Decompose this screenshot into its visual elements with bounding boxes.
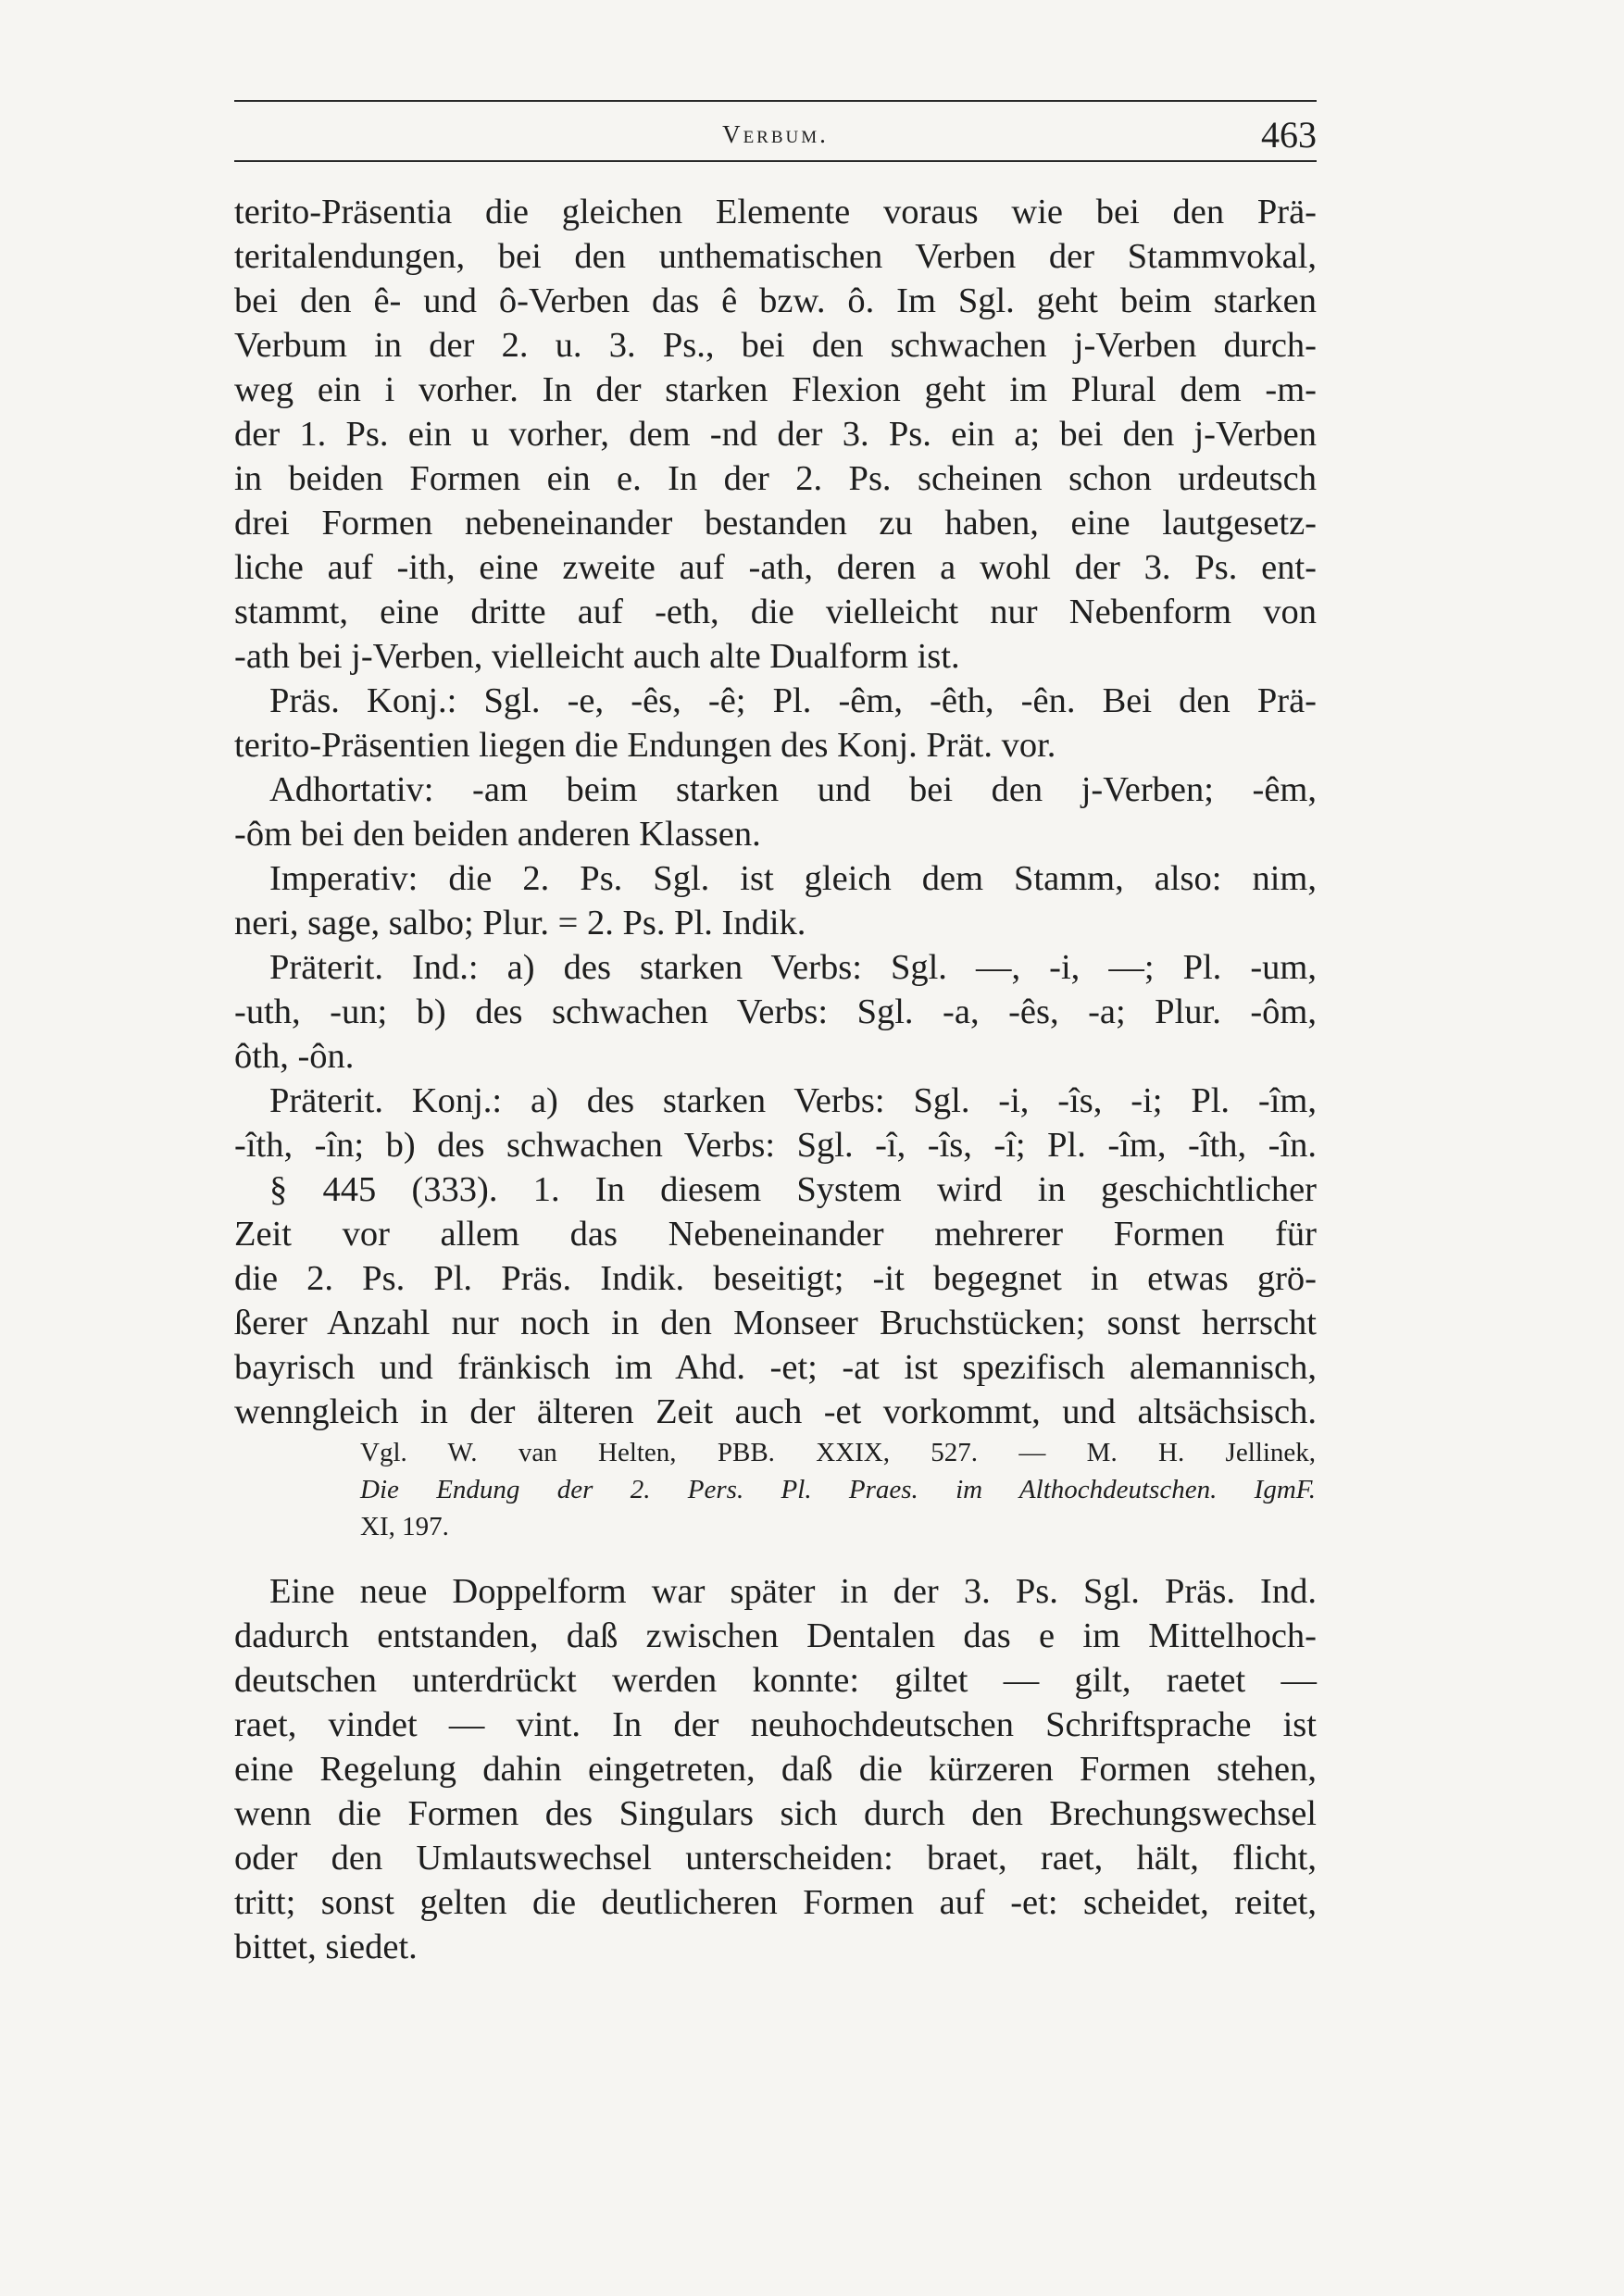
running-head (234, 113, 1317, 156)
text-line: terito-Präsentia die gleichen Elemente voraus wie bei den Prä- (234, 193, 1317, 231)
text-line: oder den Umlautswechsel unterscheiden: braet, raet, hält, flicht, (234, 1839, 1317, 1878)
text-line: -ôm bei den beiden anderen Klassen. (234, 815, 761, 854)
text-line: Eine neue Doppelform war später in der 3. Ps. Sgl. Präs. Ind. (269, 1572, 1317, 1611)
text-line: terito-Präsentien liegen die Endungen des Konj. Prät. vor. (234, 726, 1056, 765)
text-line: eine Regelung dahin eingetreten, daß die kürzeren Formen stehen, (234, 1750, 1317, 1789)
text-line: tritt; sonst gelten die deutlicheren Formen auf -et: scheidet, reitet, (234, 1883, 1317, 1922)
text-line: Präterit. Konj.: a) des starken Verbs: Sgl. -i, -îs, -i; Pl. -îm, (269, 1081, 1317, 1120)
text-line: stammt, eine dritte auf -eth, die vielleicht nur Nebenform von (234, 593, 1317, 631)
text-line: -îth, -în; b) des schwachen Verbs: Sgl. -î, -îs, -î; Pl. -îm, -îth, -în. (234, 1126, 1317, 1165)
text-line: die 2. Ps. Pl. Präs. Indik. beseitigt; -it begegnet in etwas grö- (234, 1259, 1317, 1298)
page-body (234, 190, 1317, 1969)
text-line: deutschen unterdrückt werden konnte: giltet — gilt, raetet — (234, 1661, 1317, 1700)
reference-note-line: Die Endung der 2. Pers. Pl. Praes. im Althochdeutschen. IgmF. (360, 1475, 1316, 1504)
text-line: der 1. Ps. ein u vorher, dem -nd der 3. Ps. ein a; bei den j-Verben (234, 415, 1317, 454)
header-rule-bottom (234, 160, 1317, 162)
text-line: teritalendungen, bei den unthematischen Verben der Stammvokal, (234, 237, 1317, 276)
header-rule-top (234, 100, 1317, 102)
text-line: neri, sage, salbo; Plur. = 2. Ps. Pl. Indik. (234, 904, 806, 942)
text-line: Präterit. Ind.: a) des starken Verbs: Sgl. —, -i, —; Pl. -um, (269, 948, 1317, 987)
text-line: wenn die Formen des Singulars sich durch den Brechungswechsel (234, 1794, 1317, 1833)
text-line: Zeit vor allem das Nebeneinander mehrerer Formen für (234, 1215, 1317, 1254)
section-line: § 445 (333). 1. In diesem System wird in geschichtlicher (269, 1170, 1317, 1209)
text-line: Präs. Konj.: Sgl. -e, -ês, -ê; Pl. -êm, -êth, -ên. Bei den Prä- (269, 681, 1317, 720)
text-line: raet, vindet — vint. In der neuhochdeutschen Schriftsprache ist (234, 1705, 1317, 1744)
running-title: Verbum. (722, 120, 829, 148)
text-line: wenngleich in der älteren Zeit auch -et vorkommt, und altsächsisch. (234, 1392, 1317, 1431)
text-line: liche auf -ith, eine zweite auf -ath, deren a wohl der 3. Ps. ent- (234, 548, 1317, 587)
text-line: bayrisch und fränkisch im Ahd. -et; -at ist spezifisch alemannisch, (234, 1348, 1317, 1387)
reference-note-line: XI, 197. (360, 1512, 449, 1541)
text-line: bei den ê- und ô-Verben das ê bzw. ô. Im Sgl. geht beim starken (234, 281, 1317, 320)
text-line: Verbum in der 2. u. 3. Ps., bei den schwachen j-Verben durch- (234, 326, 1317, 365)
spacer (234, 1545, 1317, 1569)
reference-note-line: Vgl. W. van Helten, PBB. XXIX, 527. — M. H. Jellinek, (360, 1438, 1316, 1467)
page-number: 463 (1261, 114, 1317, 156)
text-line: bittet, siedet. (234, 1928, 418, 1966)
text-line: -ath bei j-Verben, vielleicht auch alte Dualform ist. (234, 637, 960, 676)
text-line: weg ein i vorher. In der starken Flexion geht im Plural dem -m- (234, 370, 1317, 409)
text-line: dadurch entstanden, daß zwischen Dentalen das e im Mittelhoch- (234, 1616, 1317, 1655)
text-line: ôth, -ôn. (234, 1037, 355, 1076)
text-line: -uth, -un; b) des schwachen Verbs: Sgl. -a, -ês, -a; Plur. -ôm, (234, 992, 1317, 1031)
text-line: ßerer Anzahl nur noch in den Monseer Bruchstücken; sonst herrscht (234, 1304, 1317, 1342)
text-line: in beiden Formen ein e. In der 2. Ps. scheinen schon urdeutsch (234, 459, 1317, 498)
text-line: Imperativ: die 2. Ps. Sgl. ist gleich dem Stamm, also: nim, (269, 859, 1317, 898)
text-line: drei Formen nebeneinander bestanden zu haben, eine lautgesetz- (234, 504, 1317, 543)
text-line: Adhortativ: -am beim starken und bei den j-Verben; -êm, (269, 770, 1317, 809)
